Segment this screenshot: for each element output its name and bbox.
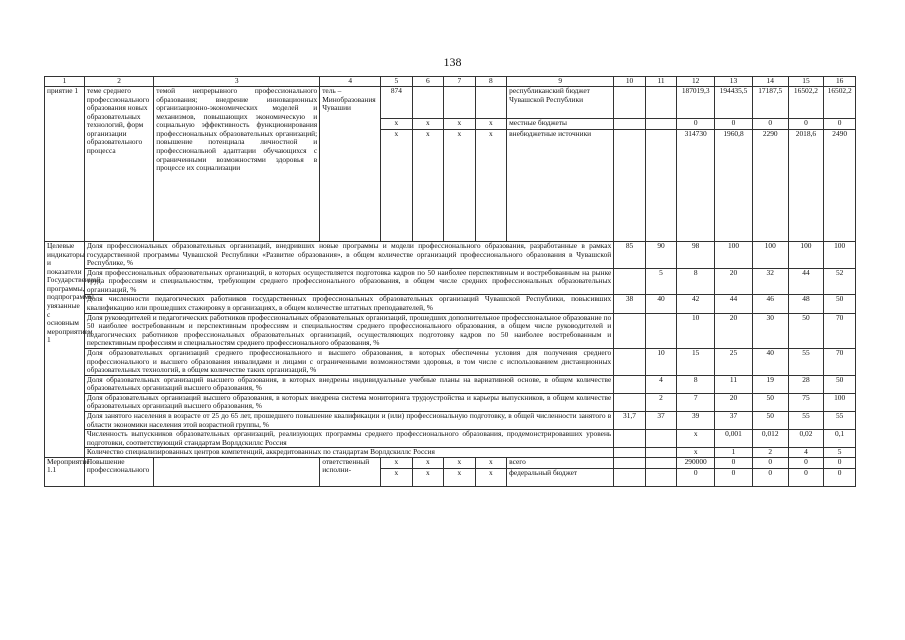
cell: 4	[645, 375, 677, 393]
cell: 31,7	[614, 411, 646, 429]
col-header: 4	[320, 77, 381, 87]
indicator-text: Доля образовательных организаций среднего профессионального и высшего образования, в которых обеспечены условия для получения среднего профессионального и высшего образования инвалидами и лицами с ограниченными возможностями здоровья, в том числе с использованием дистанционных образовательных технологий, в общем количестве таких организаций, %	[84, 348, 613, 375]
col-header: 11	[645, 77, 677, 87]
cell: 42	[677, 295, 715, 313]
cell: 19	[752, 375, 788, 393]
cell: 20	[715, 393, 753, 411]
cell: 50	[752, 393, 788, 411]
indicator-text: Доля образовательных организаций высшего образования, в которых внедрены индивидуальные учебные планы на вариативной основе, в общем количестве образовательных организаций высшего образования, %	[84, 375, 613, 393]
cell: 0	[824, 119, 856, 130]
cell: 25	[715, 348, 753, 375]
indicator-row	[45, 313, 856, 348]
cell: x	[381, 468, 413, 486]
cell: x	[412, 457, 444, 468]
cell	[412, 87, 444, 119]
cell: 7	[677, 393, 715, 411]
cell: 40	[645, 295, 677, 313]
cell	[614, 393, 646, 411]
cell: 290000	[677, 457, 715, 468]
cell: 314730	[677, 130, 715, 242]
cell	[444, 87, 476, 119]
indicator-text: Доля численности педагогических работников государственных профессиональных образовательных организаций Чувашской Республики, повысивших квалификацию или прошедших стажировку в организациях, в общем количестве штатных преподавателей, %	[84, 295, 613, 313]
cell	[614, 119, 646, 130]
cell: x	[412, 130, 444, 242]
cell: 50	[752, 411, 788, 429]
cell: 50	[824, 375, 856, 393]
funding-source: внебюджетные источники	[507, 130, 614, 242]
cell: x	[444, 457, 476, 468]
cell: 70	[824, 313, 856, 348]
cell: 0,1	[824, 430, 856, 448]
cell	[614, 375, 646, 393]
cell	[645, 457, 677, 468]
activity-label: Мероприятие 1.1	[45, 457, 85, 486]
cell: 44	[788, 268, 824, 295]
cell: 8	[677, 268, 715, 295]
col-header: 9	[507, 77, 614, 87]
indicator-text: Доля образовательных организаций высшего образования, в которых внедрена система мониторинга трудоустройства и карьеры выпускников, в общем количестве образовательных организаций высшего образования, %	[84, 393, 613, 411]
activity-title: Повышение профессионального	[84, 457, 153, 486]
cell: 0,02	[788, 430, 824, 448]
cell: 17187,5	[752, 87, 788, 119]
cell: 28	[788, 375, 824, 393]
cell: 100	[752, 242, 788, 269]
cell: x	[475, 130, 507, 242]
cell: 187019,3	[677, 87, 715, 119]
targets-label: Целевые индикаторы и показатели Государственной программы, подпрограммы, увязанные с основным мероприятием 1	[45, 242, 85, 458]
cell: 0	[752, 457, 788, 468]
cell: 0	[788, 468, 824, 486]
indicator-row	[45, 375, 856, 393]
indicator-row	[45, 393, 856, 411]
col-header: 14	[752, 77, 788, 87]
cell: 0,012	[752, 430, 788, 448]
indicator-row	[45, 430, 856, 448]
cell: 5	[824, 448, 856, 458]
cell	[645, 87, 677, 119]
cell: 85	[614, 242, 646, 269]
col-header: 3	[154, 77, 320, 87]
cell: x	[381, 130, 413, 242]
cell: 46	[752, 295, 788, 313]
cell: 98	[677, 242, 715, 269]
cell: 44	[715, 295, 753, 313]
cell: 38	[614, 295, 646, 313]
indicator-row	[45, 348, 856, 375]
funding-source: республиканский бюджет Чувашской Республики	[507, 87, 614, 119]
cell: 32	[752, 268, 788, 295]
indicator-text: Доля занятого населения в возрасте от 25 до 65 лет, прошедшего повышение квалификации и (или) профессиональную подготовку, в общей численности занятого в области экономики населения этой возрастной группы, %	[84, 411, 613, 429]
indicator-text: Доля профессиональных образовательных организаций, в которых осуществляется подготовка кадров по 50 наиболее перспективным и востребованным на рынке труда профессиям и специальностям, требующим среднего профессионального образования, в общем числе средних профессиональных образовательных организаций, %	[84, 268, 613, 295]
indicator-text: Численность выпускников образовательных организаций, реализующих программы среднего профессионального образования, продемонстрировавших уровень подготовки, соответствующий стандартам Ворлдскиллс Россия	[84, 430, 613, 448]
cell	[614, 430, 646, 448]
cell	[614, 348, 646, 375]
cell: 100	[788, 242, 824, 269]
cell	[614, 448, 646, 458]
cell: 37	[715, 411, 753, 429]
cell: 100	[824, 242, 856, 269]
cell	[645, 313, 677, 348]
cell: 2290	[752, 130, 788, 242]
table-row	[45, 87, 856, 119]
funding-source: местные бюджеты	[507, 119, 614, 130]
cell	[614, 457, 646, 468]
cell: 50	[824, 295, 856, 313]
indicator-text: Количество специализированных центров компетенций, аккредитованных по стандартам Ворлдскиллс Россия	[84, 448, 613, 458]
cell: x	[475, 468, 507, 486]
cell: 0	[752, 468, 788, 486]
funding-source: федеральный бюджет	[507, 468, 614, 486]
cell: 0	[677, 119, 715, 130]
cell: 4	[788, 448, 824, 458]
cell: 11	[715, 375, 753, 393]
col-header: 13	[715, 77, 753, 87]
cell: 100	[715, 242, 753, 269]
indicator-row	[45, 242, 856, 269]
cell: 30	[752, 313, 788, 348]
cell: 0	[788, 457, 824, 468]
cell: 0	[715, 119, 753, 130]
indicator-row	[45, 448, 856, 458]
cell	[614, 268, 646, 295]
col-header: 2	[84, 77, 153, 87]
responsible-executor: ответственный исполни-	[320, 457, 381, 486]
cell: 2018,6	[788, 130, 824, 242]
indicator-row	[45, 268, 856, 295]
cell: 15	[677, 348, 715, 375]
cell: 10	[677, 313, 715, 348]
cell	[614, 468, 646, 486]
cell: 2	[752, 448, 788, 458]
cell	[614, 87, 646, 119]
cell: x	[677, 430, 715, 448]
cell: 40	[752, 348, 788, 375]
cell	[645, 468, 677, 486]
activity-title: теме среднего профессионального образования новых образовательных технологий, форм организации образовательного процесса	[84, 87, 153, 242]
cell: 1	[715, 448, 753, 458]
cell: 55	[788, 348, 824, 375]
cell: 20	[715, 268, 753, 295]
cell: x	[444, 130, 476, 242]
cell: 0	[788, 119, 824, 130]
activity-description: темой непрерывного профессионального образования; внедрение инновационных организационно-экономических моделей и механизмов, повышающих экономическую и социальную эффективность функционирования профессиональных образовательных организаций; повышение потенциала личностной и профессиональной адаптации обучающихся с ограниченными возможностями здоровья в процессе их социализации	[154, 87, 320, 242]
indicator-text: Доля профессиональных образовательных организаций, внедривших новые программы и модели профессионального образования, разработанные в рамках государственной программы Чувашской Республики «Развитие образования», в общем количестве организаций профессионального образования в Чувашской Республике, %	[84, 242, 613, 269]
col-header: 10	[614, 77, 646, 87]
cell: x	[412, 119, 444, 130]
cell: 20	[715, 313, 753, 348]
cell: 90	[645, 242, 677, 269]
cell: 70	[824, 348, 856, 375]
cell: 75	[788, 393, 824, 411]
cell: 1960,8	[715, 130, 753, 242]
table-row	[45, 457, 856, 468]
cell: 0	[677, 468, 715, 486]
cell: 52	[824, 268, 856, 295]
cell: 8	[677, 375, 715, 393]
cell: 55	[824, 411, 856, 429]
col-header: 6	[412, 77, 444, 87]
indicator-row	[45, 411, 856, 429]
cell	[614, 130, 646, 242]
cell: 194435,5	[715, 87, 753, 119]
cell	[475, 87, 507, 119]
cell: 10	[645, 348, 677, 375]
cell: 39	[677, 411, 715, 429]
indicator-text: Доля руководителей и педагогических работников профессиональных образовательных организаций, прошедших дополнительное профессиональное образование по 50 наиболее востребованным и перспективным профессиям и специальностям среднего профессионального образования, в общем числе руководителей и педагогических работников профессиональных образовательных организаций, осуществляющих подготовку кадров по 50 наиболее востребованным и перспективным профессиям и специальностям среднего профессионального образования, %	[84, 313, 613, 348]
cell	[645, 130, 677, 242]
cell: 0	[715, 457, 753, 468]
cell: 55	[788, 411, 824, 429]
funding-source: всего	[507, 457, 614, 468]
cell: 48	[788, 295, 824, 313]
cell: 0,001	[715, 430, 753, 448]
responsible-executor: тель – Минобразования Чувашии	[320, 87, 381, 242]
program-table	[44, 76, 856, 487]
cell: x	[444, 119, 476, 130]
cell: x	[381, 457, 413, 468]
col-header: 5	[381, 77, 413, 87]
cell: x	[475, 119, 507, 130]
cell: 16502,2	[824, 87, 856, 119]
cell: 100	[824, 393, 856, 411]
cell: x	[475, 457, 507, 468]
cell: 0	[824, 457, 856, 468]
cell: 16502,2	[788, 87, 824, 119]
cell	[645, 119, 677, 130]
cell: 50	[788, 313, 824, 348]
col-header: 1	[45, 77, 85, 87]
col-header: 7	[444, 77, 476, 87]
col-header: 12	[677, 77, 715, 87]
cell: 2	[645, 393, 677, 411]
cell: 0	[752, 119, 788, 130]
cell: 5	[645, 268, 677, 295]
col-header: 15	[788, 77, 824, 87]
activity-label: приятие 1	[45, 87, 85, 242]
activity-description	[154, 457, 320, 486]
cell	[614, 313, 646, 348]
cell: x	[677, 448, 715, 458]
cell	[645, 430, 677, 448]
cell: 874	[381, 87, 413, 119]
cell: 2490	[824, 130, 856, 242]
col-header: 8	[475, 77, 507, 87]
column-number-row	[45, 77, 856, 87]
cell: x	[381, 119, 413, 130]
cell: x	[412, 468, 444, 486]
cell: x	[444, 468, 476, 486]
cell: 37	[645, 411, 677, 429]
cell	[645, 448, 677, 458]
page-number: 138	[443, 55, 462, 69]
cell: 0	[824, 468, 856, 486]
cell: 0	[715, 468, 753, 486]
indicator-row	[45, 295, 856, 313]
col-header: 16	[824, 77, 856, 87]
